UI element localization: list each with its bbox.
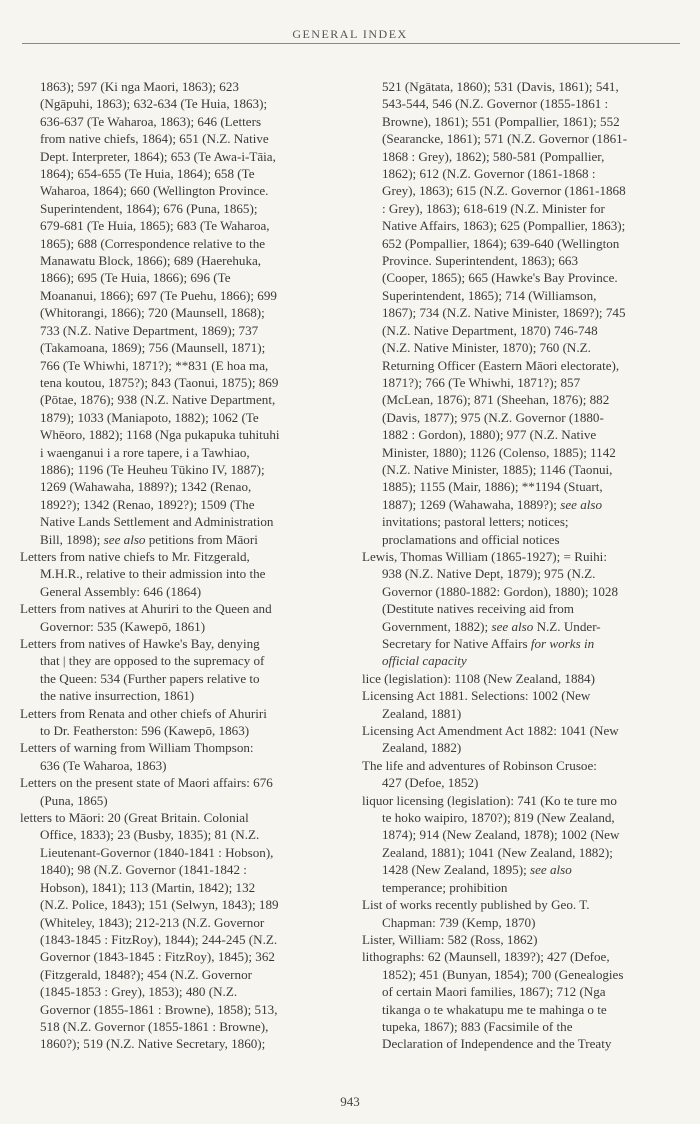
index-entry: The life and adventures of Robinson Crusoe: 427 (Defoe, 1852) — [362, 757, 597, 791]
right-column — [362, 78, 682, 1053]
index-entry: Letters on the present state of Maori affairs: 676 (Puna, 1865) — [20, 775, 273, 808]
left-column — [20, 78, 343, 1053]
index-entry: lice (legislation): 1108 (New Zealand, 1884) — [362, 670, 595, 686]
index-entry: List of works recently published by Geo. T. Chapman: 739 (Kemp, 1870) — [362, 897, 590, 930]
index-entry: Letters from Renata and other chiefs of Ahuriri to Dr. Featherston: 596 (Kawepō, 1863) — [20, 705, 267, 739]
index-entry: Licensing Act Amendment Act 1882: 1041 (New Zealand, 1882) — [362, 723, 619, 756]
index-entry: lithographs: 62 (Maunsell, 1839?); 427 (Defoe, 1852); 451 (Bunyan, 1854); 700 (Genealogies of certain Maori families, 1867); 712 (Nga tikanga o te whakatupu me te mahinga o te tupeka, 1867); 883 (Facsimile of the Declaration of Independence and the Treaty — [362, 949, 624, 1052]
index-entry: Letters from natives at Ahuriri to the Queen and Governor: 535 (Kawepō, 1861) — [20, 601, 272, 634]
index-entry: Letters from natives of Hawke's Bay, denying that | they are opposed to the supremacy of the Queen: 534 (Further papers relative to the native insurrection, 1861) — [20, 636, 265, 704]
page-number: 943 — [340, 1094, 360, 1109]
index-entry: Lewis, Thomas William (1865-1927); = Ruihi: 938 (N.Z. Native Dept, 1879); 975 (N.Z. Governor (1880-1882: Gordon), 1880); 1028 (Destitute natives receiving aid from Government, 1882); see also N.Z. Under- Secretary for Native Affairs for works in official capacity — [362, 548, 619, 669]
index-entry: 1863); 597 (Ki nga Maori, 1863); 623 (Ngāpuhi, 1863); 632-634 (Te Huia, 1863); 636-637 (Te Waharoa, 1863); 646 (Letters from native chiefs, 1864); 651 (N.Z. Native Dept. Interpreter, 1864); 653 (Te Awa-i-Tāia, 1864); 654-655 (Te Huia, 1864); 658 (Te Waharoa, 1864); 660 (Wellington Province. Superintendent, 1864); 676 (Puna, 1865); 679-681 (Te Huia, 1865); 683 (Te Waharoa, 1865); 688 (Correspondence relative to the Manawatu Block, 1866); 689 (Haerehuka, 1866); 695 (Te Huia, 1866); 696 (Te Moananui, 1866); 697 (Te Puehu, 1866); 699 (Whitorangi, 1866); 720 (Maunsell, 1868); 733 (N.Z. Native Department, 1869); 737 (Takamoana, 1869); 756 (Maunsell, 1871); 766 (Te Whiwhi, 1871?); **831 (E hoa ma, tena koutou, 1875?); 843 (Taonui, 1875); 869 (Pōtae, 1876); 938 (N.Z. Native Department, 1879); 1033 (Maniapoto, 1882); 1062 (Te Whēoro, 1882); 1168 (Nga pukapuka tuhituhi i waenganui i a rore tapere, i a Tawhiao, 1886); 1196 (Te Heuheu Tūkino IV, 1887); 1269 (Wahawaha, 1889?); 1342 (Renao, 1892?); 1342 (Renao, 1892?); 1509 (The Native Lands Settlement and Administration Bill, 1898); see also petitions from Māori — [40, 79, 280, 547]
index-entry: letters to Māori: 20 (Great Britain. Colonial Office, 1833); 23 (Busby, 1835); 81 (N.Z. Lieutenant-Governor (1840-1841 : Hobson), 1840); 98 (N.Z. Governor (1841-1842 : Hobson), 1841); 113 (Martin, 1842); 132 (N.Z. Police, 1843); 151 (Selwyn, 1843); 189 (Whiteley, 1843); 212-213 (N.Z. Governor (1843-1845 : FitzRoy), 1844); 244-245 (N.Z. Governor (1843-1845 : FitzRoy), 1845); 362 (Fitzgerald, 1848?); 454 (N.Z. Governor (1845-1853 : Grey), 1853); 480 (N.Z. Governor (1855-1861 : Browne), 1858); 513, 518 (N.Z. Governor (1855-1861 : Browne), 1860?); 519 (N.Z. Native Secretary, 1860); — [20, 810, 279, 1052]
index-entry: Letters from native chiefs to Mr. Fitzgerald, M.H.R., relative to their admission into the General Assembly: 646 (1864) — [20, 548, 266, 599]
index-entry: Lister, William: 582 (Ross, 1862) — [362, 931, 538, 947]
header-rule — [22, 43, 680, 44]
index-entry: Letters of warning from William Thompson: 636 (Te Waharoa, 1863) — [20, 740, 254, 773]
index-entry: Licensing Act 1881. Selections: 1002 (New Zealand, 1881) — [362, 688, 591, 721]
index-entry: 521 (Ngātata, 1860); 531 (Davis, 1861); 541, 543-544, 546 (N.Z. Governor (1855-1861 : Browne), 1861); 551 (Pompallier, 1861); 552 (Searancke, 1861); 571 (N.Z. Governor (1861- 1868 : Grey), 1862); 580-581 (Pompallier, 1862); 612 (N.Z. Governor (1861-1868 : Grey), 1863); 615 (N.Z. Governor (1861-1868 : Grey), 1863); 618-619 (N.Z. Minister for Native Affairs, 1863); 625 (Pompallier, 1863); 652 (Pompallier, 1864); 639-640 (Wellington Province. Superintendent, 1863); 663 (Cooper, 1865); 665 (Hawke's Bay Province. Superintendent, 1865); 714 (Williamson, 1867); 734 (N.Z. Native Minister, 1869?); 745 (N.Z. Native Department, 1870) 746-748 (N.Z. Native Minister, 1870); 760 (N.Z. Returning Officer (Eastern Māori electorate), 1871?); 766 (Te Whiwhi, 1871?); 857 (McLean, 1876); 871 (Sheehan, 1876); 882 (Davis, 1877); 975 (N.Z. Governor (1880- 1882 : Gordon), 1880); 977 (N.Z. Native Minister, 1880); 1126 (Colenso, 1885); 1142 (N.Z. Native Minister, 1885); 1146 (Taonui, 1885); 1155 (Mair, 1886); **1194 (Stuart, 1887); 1269 (Wahawaha, 1889?); see also invitations; pastoral letters; notices; proclamations and official notices — [382, 79, 628, 547]
running-header: GENERAL INDEX — [292, 27, 408, 41]
index-entry: liquor licensing (legislation): 741 (Ko te ture mo te hoko waipiro, 1870?); 819 (New Zealand, 1874); 914 (New Zealand, 1878); 1002 (New Zealand, 1881); 1041 (New Zealand, 1882); 1428 (New Zealand, 1895); see also temperance; prohibition — [362, 792, 620, 895]
